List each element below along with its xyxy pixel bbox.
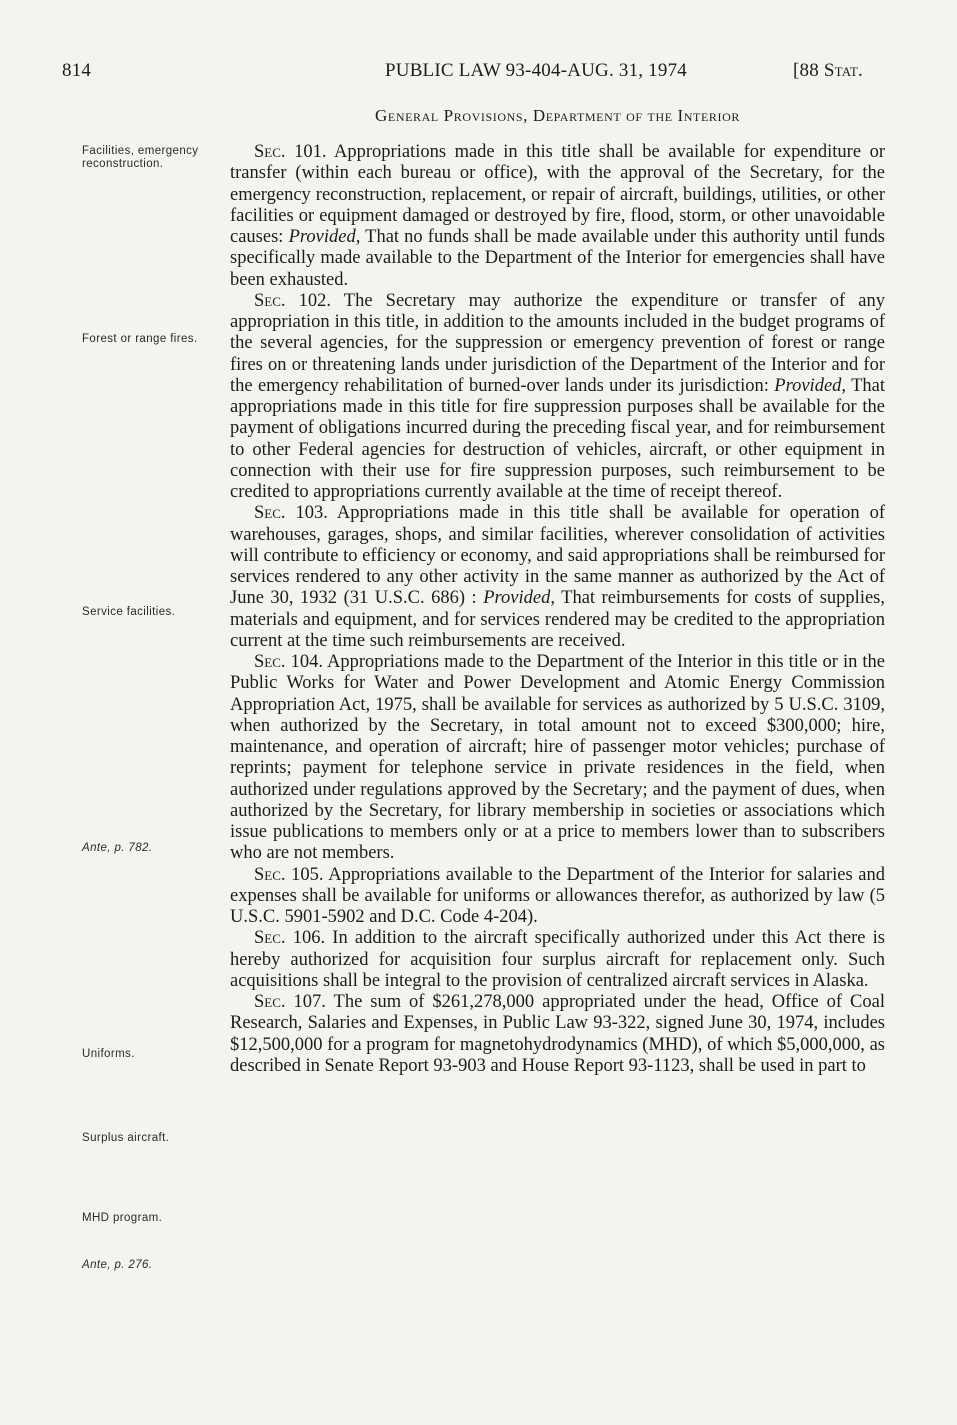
section-104 — [230, 652, 885, 865]
statute-reference: [88 Stat. — [793, 60, 863, 81]
section-text: Appropriations made in this title shall be available for expenditure or transfer (within each bureau or office), with the approval of the Secretary, for the emergency reconstruction, replacement, or repair of aircraft, buildings, utilities, or other facilities or equipment damaged or destroyed by fire, flood, storm, or other unavoidable causes: — [230, 142, 886, 247]
section-text: Appropriations made to the Department of the Interior in this title or in the Public Works for Water and Power Development and Atomic Energy Commission Appropriation Act, 1975, shall be available for services as authorized by 5 U.S.C. 3109, when authorized by the Secretary, in total amount not to exceed $300,000; hire, maintenance, and operation of aircraft; hire of passenger motor vehicles; purchase of reprints; payment for telephone service in private residences in the field, when authorized under regulations approved by the Secretary; and the payment of dues, when authorized by the Secretary, for library membership in societies or associations which issue publications to members only or at a price to members lower than to subscribers who are not members. — [230, 652, 885, 864]
section-text: Appropriations made in this title shall be available for operation of warehouses, garages, shops, and similar facilities, wherever consolidation of activities will contribute to efficiency or economy, and said appropriations shall be reimbursed for services rendered to any other activity in the same manner as authorized by the Act of June 30, 1932 (31 U.S.C. 686) : — [230, 503, 886, 609]
running-title: PUBLIC LAW 93-404-AUG. 31, 1974 — [385, 60, 687, 81]
proviso: Provided, — [774, 375, 847, 396]
section-107 — [230, 992, 885, 1077]
margin-note-uniforms: Uniforms. — [82, 1048, 135, 1060]
margin-note-mhd-program: MHD program. — [82, 1212, 163, 1224]
body-text — [230, 142, 885, 1077]
proviso: Provided, — [483, 588, 555, 609]
section-label: Sec. 103. — [254, 503, 328, 524]
section-heading: General Provisions, Department of the Interior — [375, 106, 740, 125]
section-105 — [230, 865, 885, 929]
page-number: 814 — [62, 60, 92, 81]
section-label: Sec. 105. — [254, 864, 324, 885]
section-text: In addition to the aircraft specifically authorized under this Act there is hereby authorized for acquisition four surplus aircraft for replacement only. Such acquisitions shall be integral to the provision of centralized aircraft services in Alaska. — [230, 928, 886, 991]
section-102 — [230, 291, 885, 504]
margin-note-ante-782: Ante, p. 782. — [82, 842, 153, 854]
section-106 — [230, 928, 885, 992]
margin-note-service-facilities: Service facilities. — [82, 606, 176, 618]
margin-note-forest-fires: Forest or range fires. — [82, 333, 198, 345]
section-103 — [230, 503, 885, 652]
section-label: Sec. 106. — [254, 928, 326, 949]
section-text: The sum of $261,278,000 appropriated under the head, Office of Coal Research, Salaries and Expenses, in Public Law 93-322, signed June 30, 1974, includes $12,500,000 for a program for magnetohydrodynamics (MHD), of which $5,000,000, as described in Senate Report 93-903 and House Report 93-1123, shall be used in part to — [230, 992, 885, 1076]
section-label: Sec. 104. — [254, 652, 323, 672]
margin-note-ante-276: Ante, p. 276. — [82, 1259, 153, 1271]
section-text: That no funds shall be made available under this authority until funds specifically made available to the Department of the Interior for emergencies shall have been exhausted. — [230, 227, 885, 290]
proviso: Provided, — [288, 227, 361, 247]
section-text: That reimbursements for costs of supplies, materials and equipment, and for services rendered may be credited to the appropriation current at the time such reimbursements are received. — [230, 588, 886, 651]
margin-note-facilities: Facilities, emergency reconstruction. — [82, 145, 199, 170]
section-text: Appropriations available to the Department of the Interior for salaries and expenses shall be available for uniforms or allowances therefor, as authorized by law (5 U.S.C. 5901-5902 and D.C. Code 4-204). — [230, 864, 886, 927]
section-text: That appropriations made in this title for fire suppression purposes shall be available for the payment of obligations incurred during the preceding fiscal year, and for reimbursement to other Federal agencies for destruction of vehicles, aircraft, or other equipment in connection with their use for fire suppression purposes, such reimbursement to be credited to appropriations currently available at the time of receipt thereof. — [230, 375, 885, 502]
section-label: Sec. 107. — [254, 992, 326, 1012]
margin-note-surplus-aircraft: Surplus aircraft. — [82, 1132, 170, 1144]
section-text: The Secretary may authorize the expenditure or transfer of any appropriation in this title, in addition to the amounts included in the budget programs of the several agencies, for the suppression or emergency prevention of forest or range fires on or threatening lands under jurisdiction of the Department of the Interior and for the emergency rehabilitation of burned-over lands under its jurisdiction: — [230, 290, 886, 396]
section-label: Sec. 101. — [254, 142, 327, 162]
section-label: Sec. 102. — [254, 290, 332, 311]
section-101 — [230, 142, 885, 291]
